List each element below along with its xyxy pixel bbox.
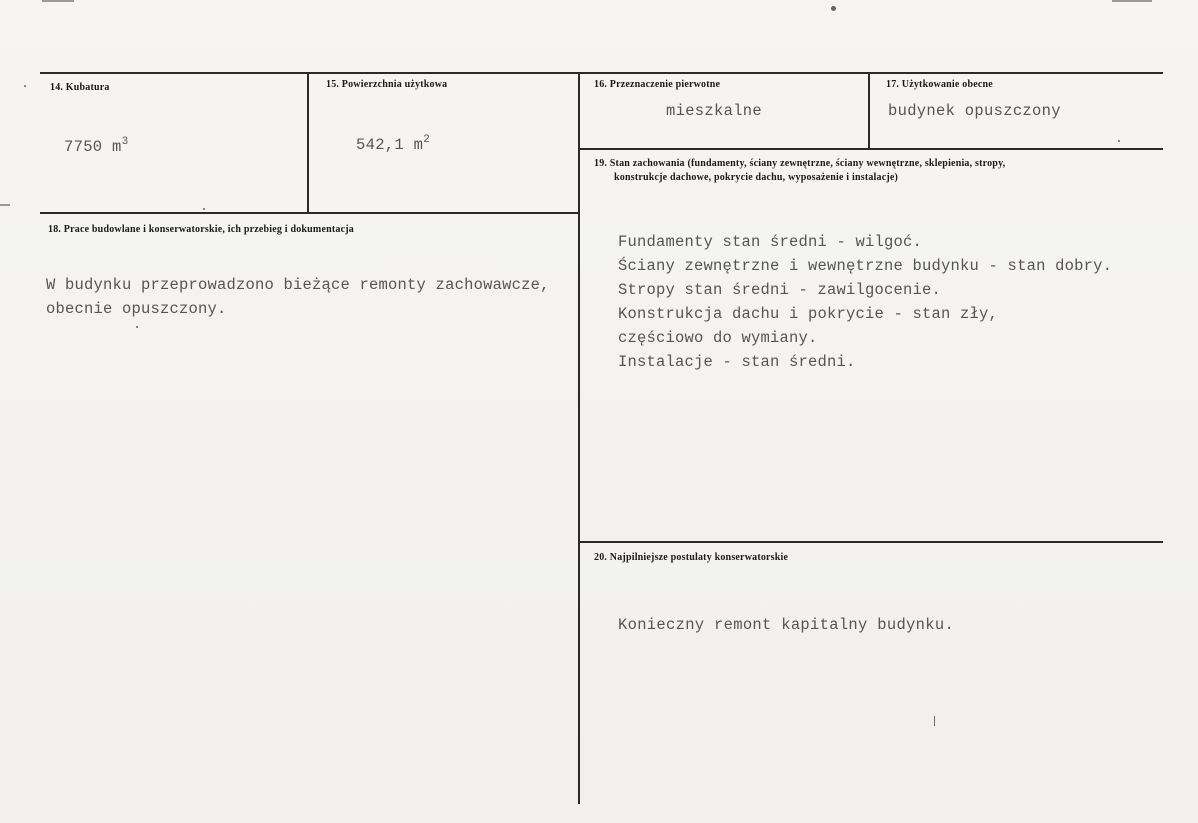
field-18-line: obecnie opuszczony. <box>46 300 227 318</box>
card-top-edge-right <box>1112 0 1152 2</box>
powierzchnia-exponent: 2 <box>423 134 431 146</box>
field-15-value <box>356 134 430 154</box>
paper-speck <box>203 208 205 210</box>
field-18-line: W budynku przeprowadzono bieżące remonty zachowawcze, <box>46 276 550 294</box>
field-19-line: częściowo do wymiany. <box>618 329 818 347</box>
paper-speck <box>1118 140 1120 142</box>
field-17-label: 17. Użytkowanie obecne <box>886 79 993 90</box>
field-19-text <box>618 230 1112 374</box>
field-19-line: Stropy stan średni - zawilgocenie. <box>618 281 942 299</box>
paper-speck <box>831 6 836 11</box>
rule-below-16-17 <box>578 148 1163 150</box>
kubatura-number: 7750 <box>64 138 103 156</box>
top-rule <box>40 72 1163 74</box>
card-top-edge-left <box>42 0 74 2</box>
field-19-line: Konstrukcja dachu i pokrycie - stan zły, <box>618 305 999 323</box>
field-20-label: 20. Najpilniejsze postulaty konserwatorskie <box>594 552 789 563</box>
field-14-value <box>64 136 129 156</box>
field-14-label: 14. Kubatura <box>50 82 110 93</box>
paper-speck <box>136 326 138 328</box>
field-19-label-line-1: 19. Stan zachowania (fundamenty, ściany zewnętrzne, ściany wewnętrzne, sklepienia, stropy, <box>594 158 1006 169</box>
field-16-value: mieszkalne <box>666 102 763 120</box>
kubatura-unit: m <box>112 138 122 156</box>
paper-speck <box>24 85 26 87</box>
field-20-value: Konieczny remont kapitalny budynku. <box>618 616 955 634</box>
field-16-label: 16. Przeznaczenie pierwotne <box>594 79 721 90</box>
left-edge-mark <box>0 204 10 206</box>
rule-above-20 <box>578 541 1163 543</box>
powierzchnia-number: 542,1 <box>356 136 405 154</box>
field-19-line: Instalacje - stan średni. <box>618 353 856 371</box>
field-19-line: Ściany zewnętrzne i wewnętrzne budynku - stan dobry. <box>618 257 1113 275</box>
field-18-label: 18. Prace budowlane i konserwatorskie, ich przebieg i dokumentacja <box>48 224 354 235</box>
divider-14-15 <box>307 72 309 214</box>
powierzchnia-unit: m <box>413 136 424 154</box>
field-19-label-line-2: konstrukcje dachowe, pokrycie dachu, wyposażenie i instalacje) <box>614 172 899 183</box>
paper-speck <box>934 716 935 726</box>
rule-below-14-15 <box>40 212 580 214</box>
field-19-line: Fundamenty stan średni - wilgoć. <box>618 233 923 251</box>
field-18-text <box>46 273 550 321</box>
divider-16-17 <box>868 72 870 148</box>
field-19-label <box>594 157 1005 185</box>
divider-main <box>578 72 580 804</box>
field-15-label: 15. Powierzchnia użytkowa <box>326 79 448 90</box>
field-17-value: budynek opuszczony <box>888 102 1061 120</box>
kubatura-exponent: 3 <box>121 136 129 148</box>
